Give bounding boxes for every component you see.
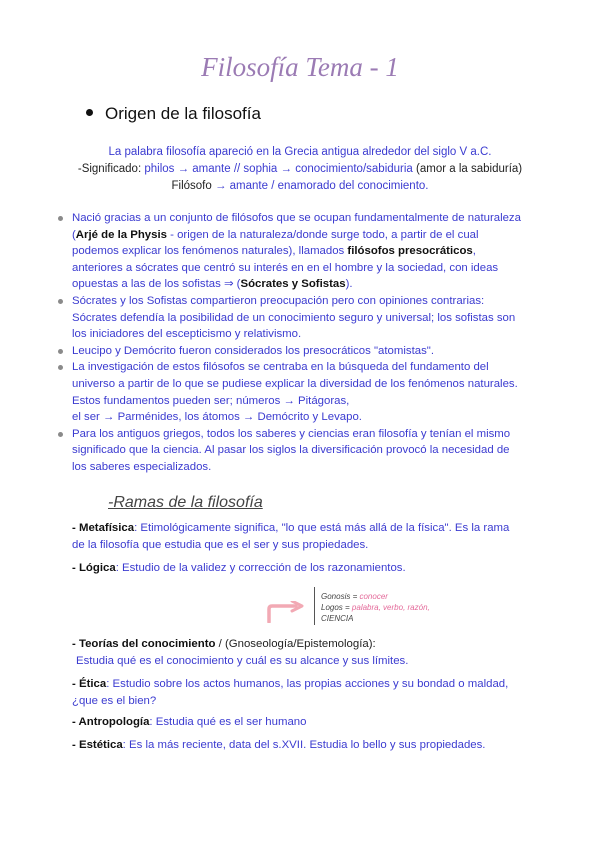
intro-significado-text: philos → amante // sophia → conocimiento/sabiduria [144, 163, 413, 175]
list-item: La investigación de estos filósofos se centraba en la búsqueda del fundamento del universo a partir de lo que se pudiese explicar la diversidad de los fenómenos naturales. Estos fundamentos pueden ser; números → Pitágoras, el ser → Parménides, los átomos → Demócrito y Levapo. [56, 359, 526, 425]
bullet-dot [58, 216, 63, 221]
diagram-line-ciencia: CIENCIA [321, 614, 354, 623]
page-title: Filosofía Tema - 1 [201, 52, 399, 82]
intro-line-3 [0, 178, 600, 194]
rama-estetica: - Estética: Es la más reciente, data del s.XVII. Estudia lo bello y sus propiedades. [72, 739, 486, 751]
divider-line [314, 587, 315, 625]
ramas-heading: -Ramas de la filosofía [108, 494, 263, 511]
list-item: Para los antiguos griegos, todos los saberes y ciencias eran filosofía y tenían el mismo significado que la ciencia. Al pasar los siglos la diversificación provocó la necesidad de los saberes especializados. [56, 426, 526, 476]
section-heading-text: Origen de la filosofía [105, 104, 261, 123]
etymology-diagram [266, 585, 466, 627]
intro-line-1: La palabra filosofía apareció en la Grecia antigua alrededor del siglo V a.C. [108, 146, 492, 158]
rama-etica: - Ética: Estudio sobre los actos humanos, las propias acciones y su bondad o maldad, ¿que es el bien? [72, 678, 509, 707]
bullet-dot [58, 432, 63, 437]
bullet-list [56, 210, 526, 476]
rama-logica: - Lógica: Estudio de la validez y corrección de los razonamientos. [72, 562, 406, 574]
bullet-dot [58, 365, 63, 370]
intro-significado-label: -Significado: [77, 163, 145, 175]
rama-antropologia: - Antropología: Estudia qué es el ser humano [72, 716, 307, 728]
diagram-line-logos: Logos = palabra, verbo, razón, [321, 603, 430, 612]
arrow-icon [266, 601, 306, 623]
bullet-dot [58, 299, 63, 304]
list-item: Nació gracias a un conjunto de filósofos que se ocupan fundamentalmente de naturaleza (Arjé de la Physis - origen de la naturaleza/donde surge todo, a partir de el cual podemos explicar los fenómenos naturales), llamados filósofos presocráticos, anteriores a sócrates que centró su interés en en el hombre y la sociedad, con ideas opuestas a las de los sofistas ⇒ (Sócrates y Sofistas). [56, 210, 526, 293]
intro-significado-note: (amor a la sabiduría) [412, 163, 523, 175]
list-item: Sócrates y los Sofistas compartieron preocupación pero con opiniones contrarias: Sócrates defendía la posibilidad de un conocimiento seguro y universal; los sofistas son los iniciadores del escepticismo y relativismo. [56, 293, 526, 343]
list-item: Leucipo y Demócrito fueron considerados los presocráticos "atomistas". [56, 343, 526, 360]
section-heading [86, 104, 261, 124]
intro-line-2 [0, 161, 600, 177]
diagram-line-gonosis: Gonosis = conocer [321, 592, 388, 601]
rama-teorias: - Teorías del conocimiento / (Gnoseología/Epistemología): Estudia qué es el conocimiento y cuál es su alcance y sus límites. [72, 638, 409, 667]
bullet-dot [58, 349, 63, 354]
rama-metafisica: - Metafísica: Etimológicamente significa, "lo que está más allá de la física". Es la rama de la filosofía que estudia que es el ser y sus propiedades. [72, 522, 510, 551]
bullet-dot [86, 109, 93, 116]
intro-filosofo-text: → amante / enamorado del conocimiento. [214, 180, 429, 192]
intro-filosofo-label: Filósofo [171, 180, 215, 192]
